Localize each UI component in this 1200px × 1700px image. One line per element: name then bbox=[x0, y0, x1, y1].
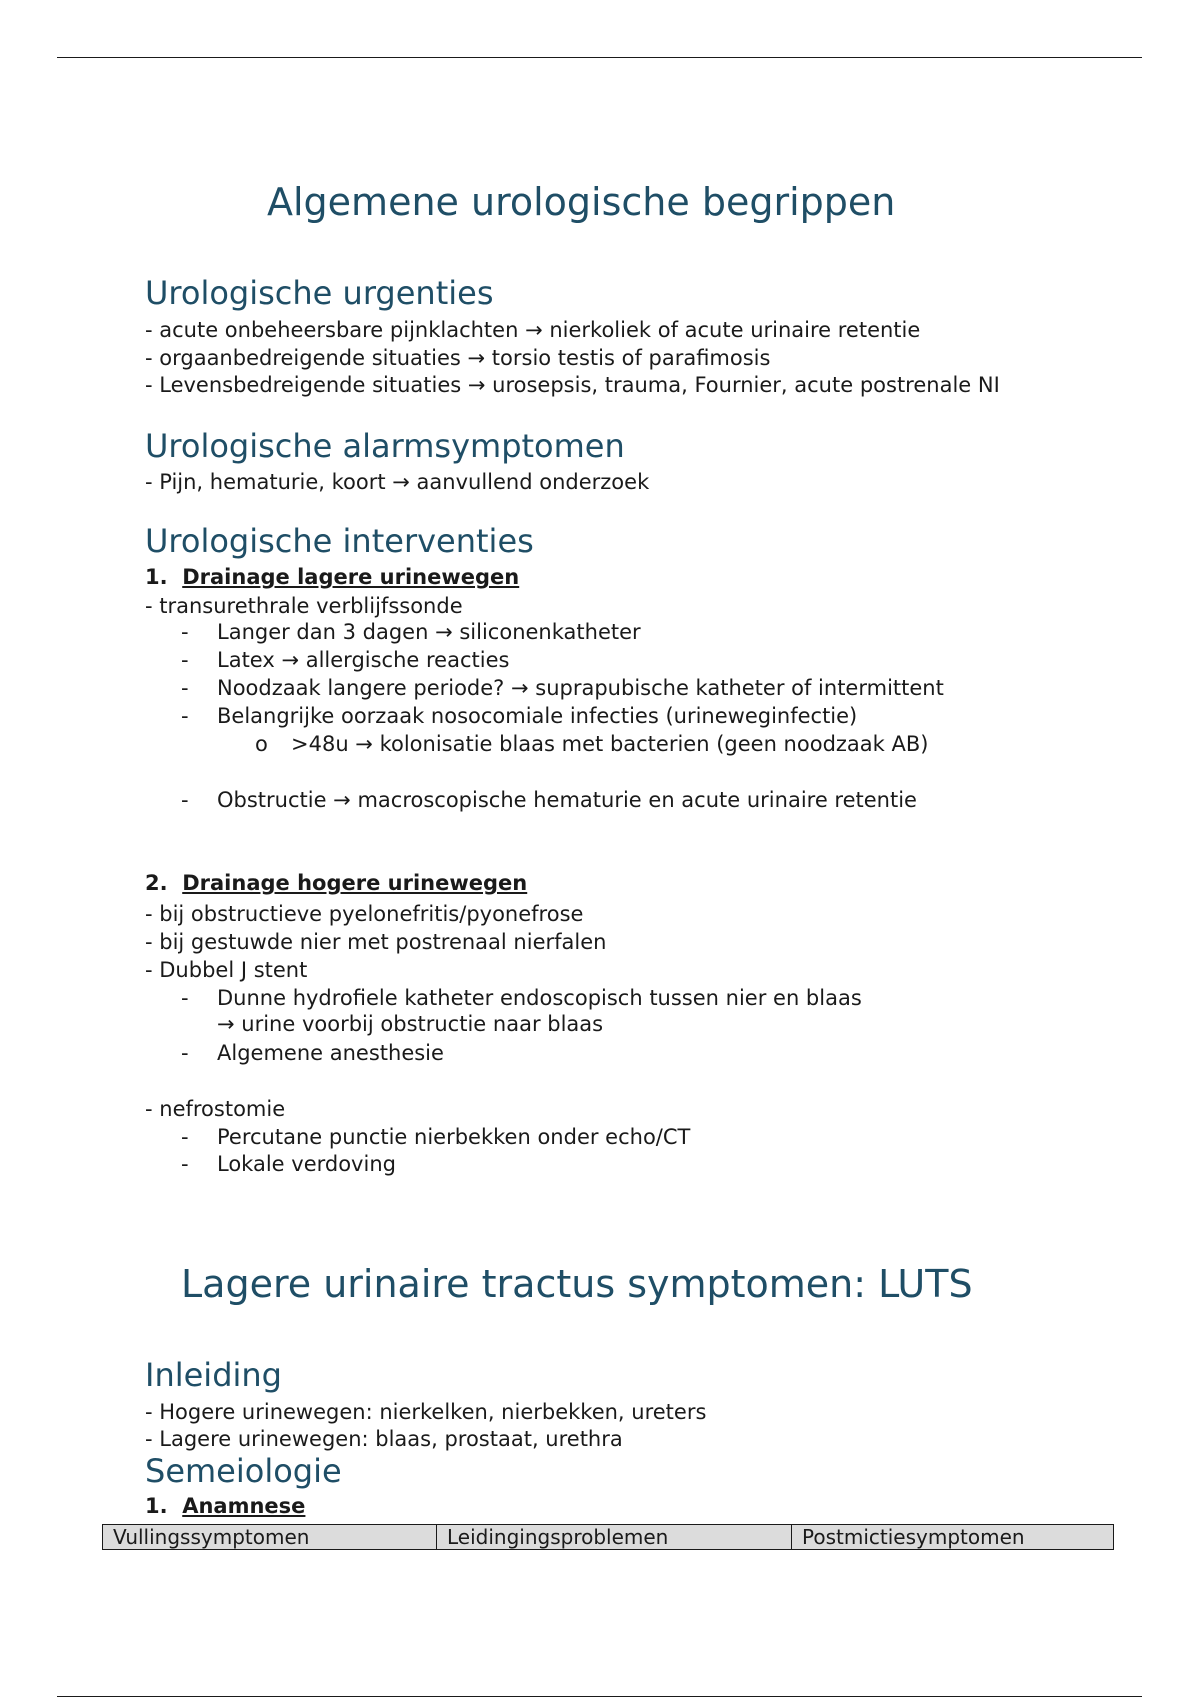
inleiding-line: - Hogere urinewegen: nierkelken, nierbekken, ureters bbox=[145, 1400, 707, 1424]
sub-list-marker: o bbox=[255, 732, 268, 756]
subheading-number: 2. bbox=[145, 871, 168, 895]
list-item-text: Noodzaak langere periode? → suprapubische katheter of intermittent bbox=[217, 676, 944, 700]
hogere-line: - bij gestuwde nier met postrenaal nierfalen bbox=[145, 930, 607, 954]
alarm-line: - Pijn, hematurie, koort → aanvullend onderzoek bbox=[145, 470, 650, 494]
urgenties-line: - orgaanbedreigende situaties → torsio testis of parafimosis bbox=[145, 346, 771, 370]
hogere-line: - bij obstructieve pyelonefritis/pyonefrose bbox=[145, 902, 584, 926]
list-item bbox=[181, 702, 857, 730]
table-header-cell: Postmictiesymptomen bbox=[802, 1525, 1025, 1549]
subheading-label: Drainage lagere urinewegen bbox=[182, 565, 520, 589]
list-item bbox=[181, 646, 509, 674]
list-dash: - bbox=[181, 1125, 189, 1149]
sub-list-item bbox=[255, 730, 928, 758]
subheading-anamnese bbox=[145, 1494, 305, 1518]
hogere-line: - Dubbel J stent bbox=[145, 958, 308, 982]
list-item-text: Dunne hydrofiele katheter endoscopisch tussen nier en blaas bbox=[217, 986, 862, 1010]
list-dash: - bbox=[181, 704, 189, 728]
table-header-cell: Vullingssymptomen bbox=[103, 1525, 437, 1549]
subheading-number: 1. bbox=[145, 565, 168, 589]
footer-rule bbox=[57, 1696, 1142, 1697]
list-item-text: Obstructie → macroscopische hematurie en acute urinaire retentie bbox=[217, 788, 917, 812]
title-algemene-urologische-begrippen: Algemene urologische begrippen bbox=[267, 180, 896, 224]
list-item bbox=[181, 618, 641, 646]
title-lagere-urinaire-tractus-symptomen: Lagere urinaire tractus symptomen: LUTS bbox=[181, 1262, 973, 1306]
list-item-text: Lokale verdoving bbox=[217, 1152, 396, 1176]
list-item-text: Langer dan 3 dagen → siliconenkatheter bbox=[217, 620, 641, 644]
urgenties-line: - acute onbeheersbare pijnklachten → nierkoliek of acute urinaire retentie bbox=[145, 318, 921, 342]
list-item-continuation: → urine voorbij obstructie naar blaas bbox=[217, 1012, 604, 1036]
subheading-number: 1. bbox=[145, 1494, 168, 1518]
list-item bbox=[181, 1150, 396, 1178]
list-dash: - bbox=[181, 788, 189, 812]
heading-semeiologie: Semeiologie bbox=[145, 1452, 342, 1490]
list-dash: - bbox=[181, 1041, 189, 1065]
anamnese-table-header-row bbox=[102, 1524, 1114, 1550]
list-item-text: Percutane punctie nierbekken onder echo/CT bbox=[217, 1125, 691, 1149]
header-rule bbox=[57, 57, 1142, 58]
nefrostomie-line: - nefrostomie bbox=[145, 1097, 286, 1121]
list-item bbox=[181, 674, 944, 702]
heading-urologische-interventies: Urologische interventies bbox=[145, 522, 534, 560]
heading-urologische-urgenties: Urologische urgenties bbox=[145, 274, 494, 312]
heading-urologische-alarmsymptomen: Urologische alarmsymptomen bbox=[145, 427, 625, 465]
list-item-text: Algemene anesthesie bbox=[217, 1041, 444, 1065]
subheading-label: Anamnese bbox=[182, 1494, 306, 1518]
subheading-drainage-hogere-urinewegen bbox=[145, 871, 527, 895]
urgenties-line: - Levensbedreigende situaties → urosepsis, trauma, Fournier, acute postrenale NI bbox=[145, 373, 1000, 397]
table-header-cell: Leidingingsproblemen bbox=[437, 1525, 792, 1549]
list-dash: - bbox=[181, 986, 189, 1010]
heading-inleiding: Inleiding bbox=[145, 1356, 282, 1394]
list-dash: - bbox=[181, 1152, 189, 1176]
interventies-intro-line: - transurethrale verblijfssonde bbox=[145, 594, 463, 618]
subheading-drainage-lagere-urinewegen bbox=[145, 565, 519, 589]
list-item bbox=[181, 1123, 690, 1151]
inleiding-line: - Lagere urinewegen: blaas, prostaat, urethra bbox=[145, 1427, 623, 1451]
list-item bbox=[181, 1039, 444, 1067]
list-dash: - bbox=[181, 648, 189, 672]
list-item bbox=[181, 786, 917, 814]
subheading-label: Drainage hogere urinewegen bbox=[182, 871, 528, 895]
list-item bbox=[181, 984, 862, 1012]
list-dash: - bbox=[181, 676, 189, 700]
sub-list-item-text: >48u → kolonisatie blaas met bacterien (geen noodzaak AB) bbox=[291, 732, 929, 756]
list-dash: - bbox=[181, 620, 189, 644]
list-item-text: Belangrijke oorzaak nosocomiale infecties (urineweginfectie) bbox=[217, 704, 858, 728]
list-item-text: Latex → allergische reacties bbox=[217, 648, 510, 672]
